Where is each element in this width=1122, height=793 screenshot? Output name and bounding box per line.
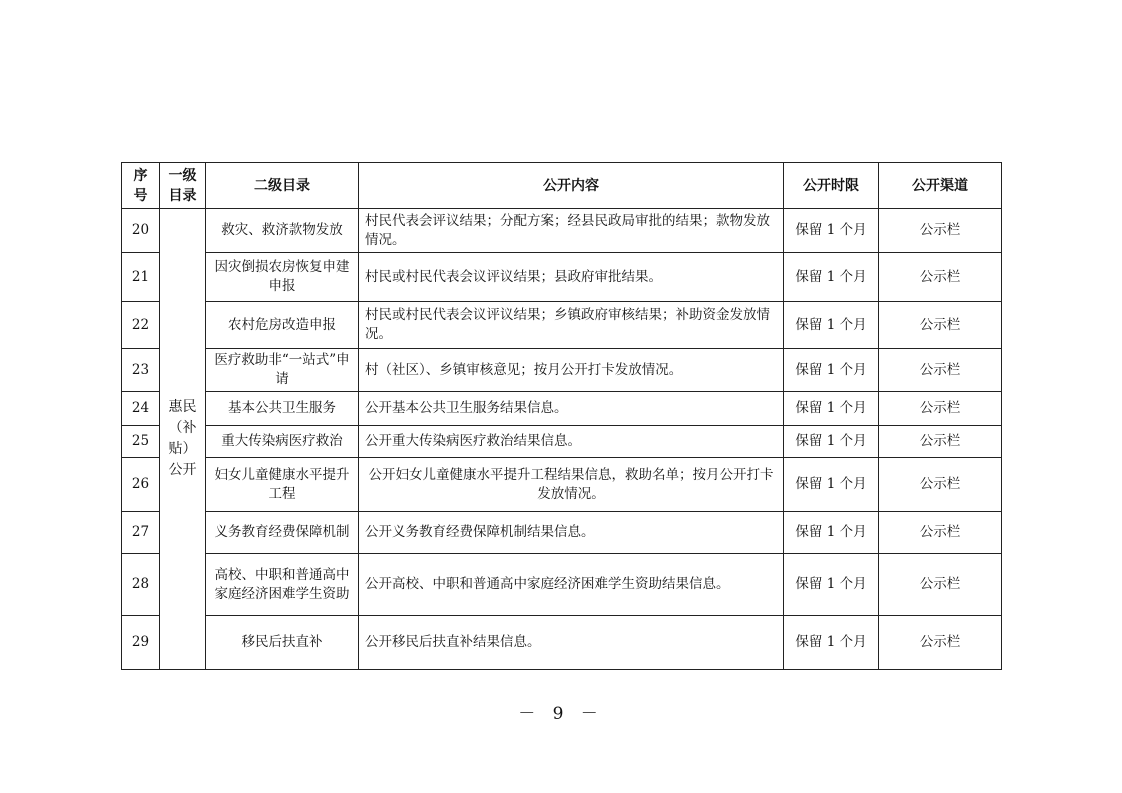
- row-level2: 农村危房改造申报: [206, 302, 359, 349]
- row-content: 公开妇女儿童健康水平提升工程结果信息，救助名单；按月公开打卡发放情况。: [359, 458, 784, 512]
- table-row: [122, 349, 1002, 392]
- row-term: 保留 1 个月: [784, 209, 879, 253]
- row-level2: 移民后扶直补: [206, 616, 359, 670]
- header-level2: 二级目录: [206, 163, 359, 209]
- row-index: 20: [122, 209, 160, 253]
- table-header-row: [122, 163, 1002, 209]
- row-term: 保留 1 个月: [784, 349, 879, 392]
- row-index: 23: [122, 349, 160, 392]
- table-row: [122, 253, 1002, 302]
- row-content: 公开移民后扶直补结果信息。: [359, 616, 784, 670]
- row-level2: 基本公共卫生服务: [206, 392, 359, 426]
- row-content: 公开义务教育经费保障机制结果信息。: [359, 512, 784, 554]
- disclosure-table: [121, 162, 1002, 670]
- header-index: [122, 163, 160, 209]
- row-content: 公开基本公共卫生服务结果信息。: [359, 392, 784, 426]
- row-content: 村民代表会评议结果；分配方案；经县民政局审批的结果；款物发放情况。: [359, 209, 784, 253]
- header-channel: 公开渠道: [879, 163, 1002, 209]
- row-index: 21: [122, 253, 160, 302]
- row-level2: 义务教育经费保障机制: [206, 512, 359, 554]
- page-number: － 9 －: [518, 704, 604, 724]
- row-term: 保留 1 个月: [784, 554, 879, 616]
- row-level2: 因灾倒损农房恢复申建申报: [206, 253, 359, 302]
- row-index: 25: [122, 426, 160, 458]
- header-content: 公开内容: [359, 163, 784, 209]
- row-content: 公开重大传染病医疗救治结果信息。: [359, 426, 784, 458]
- table-row: [122, 426, 1002, 458]
- row-content: 村民或村民代表会议评议结果；县政府审批结果。: [359, 253, 784, 302]
- table-row: [122, 616, 1002, 670]
- category-label: 惠民（补贴）公开: [168, 399, 197, 478]
- row-term: 保留 1 个月: [784, 426, 879, 458]
- row-content: 公开高校、中职和普通高中家庭经济困难学生资助结果信息。: [359, 554, 784, 616]
- row-channel: 公示栏: [879, 458, 1002, 512]
- row-index: 27: [122, 512, 160, 554]
- row-channel: 公示栏: [879, 302, 1002, 349]
- row-index: 29: [122, 616, 160, 670]
- row-index: 28: [122, 554, 160, 616]
- row-level2: 医疗救助非“一站式”申请: [206, 349, 359, 392]
- row-channel: 公示栏: [879, 392, 1002, 426]
- row-term: 保留 1 个月: [784, 392, 879, 426]
- table-row: [122, 392, 1002, 426]
- row-channel: 公示栏: [879, 253, 1002, 302]
- row-term: 保留 1 个月: [784, 302, 879, 349]
- row-channel: 公示栏: [879, 349, 1002, 392]
- row-level2: 重大传染病医疗救治: [206, 426, 359, 458]
- row-channel: 公示栏: [879, 616, 1002, 670]
- row-index: 26: [122, 458, 160, 512]
- row-term: 保留 1 个月: [784, 253, 879, 302]
- row-level2: 救灾、救济款物发放: [206, 209, 359, 253]
- row-index: 22: [122, 302, 160, 349]
- row-channel: 公示栏: [879, 426, 1002, 458]
- category-cell: [160, 209, 206, 670]
- header-index-text: 序 号: [133, 167, 148, 204]
- table-row: [122, 512, 1002, 554]
- row-level2: 高校、中职和普通高中家庭经济困难学生资助: [206, 554, 359, 616]
- table-row: [122, 302, 1002, 349]
- header-term: 公开时限: [784, 163, 879, 209]
- header-level1: [160, 163, 206, 209]
- row-level2: 妇女儿童健康水平提升工程: [206, 458, 359, 512]
- header-level1-text: 一级 目录: [168, 167, 197, 204]
- row-channel: 公示栏: [879, 512, 1002, 554]
- row-content: 村民或村民代表会议评议结果；乡镇政府审核结果；补助资金发放情况。: [359, 302, 784, 349]
- row-term: 保留 1 个月: [784, 512, 879, 554]
- table-row: [122, 458, 1002, 512]
- row-channel: 公示栏: [879, 209, 1002, 253]
- table-row: [122, 554, 1002, 616]
- row-channel: 公示栏: [879, 554, 1002, 616]
- table-row: [122, 209, 1002, 253]
- row-term: 保留 1 个月: [784, 616, 879, 670]
- row-content: 村（社区）、乡镇审核意见；按月公开打卡发放情况。: [359, 349, 784, 392]
- row-term: 保留 1 个月: [784, 458, 879, 512]
- row-index: 24: [122, 392, 160, 426]
